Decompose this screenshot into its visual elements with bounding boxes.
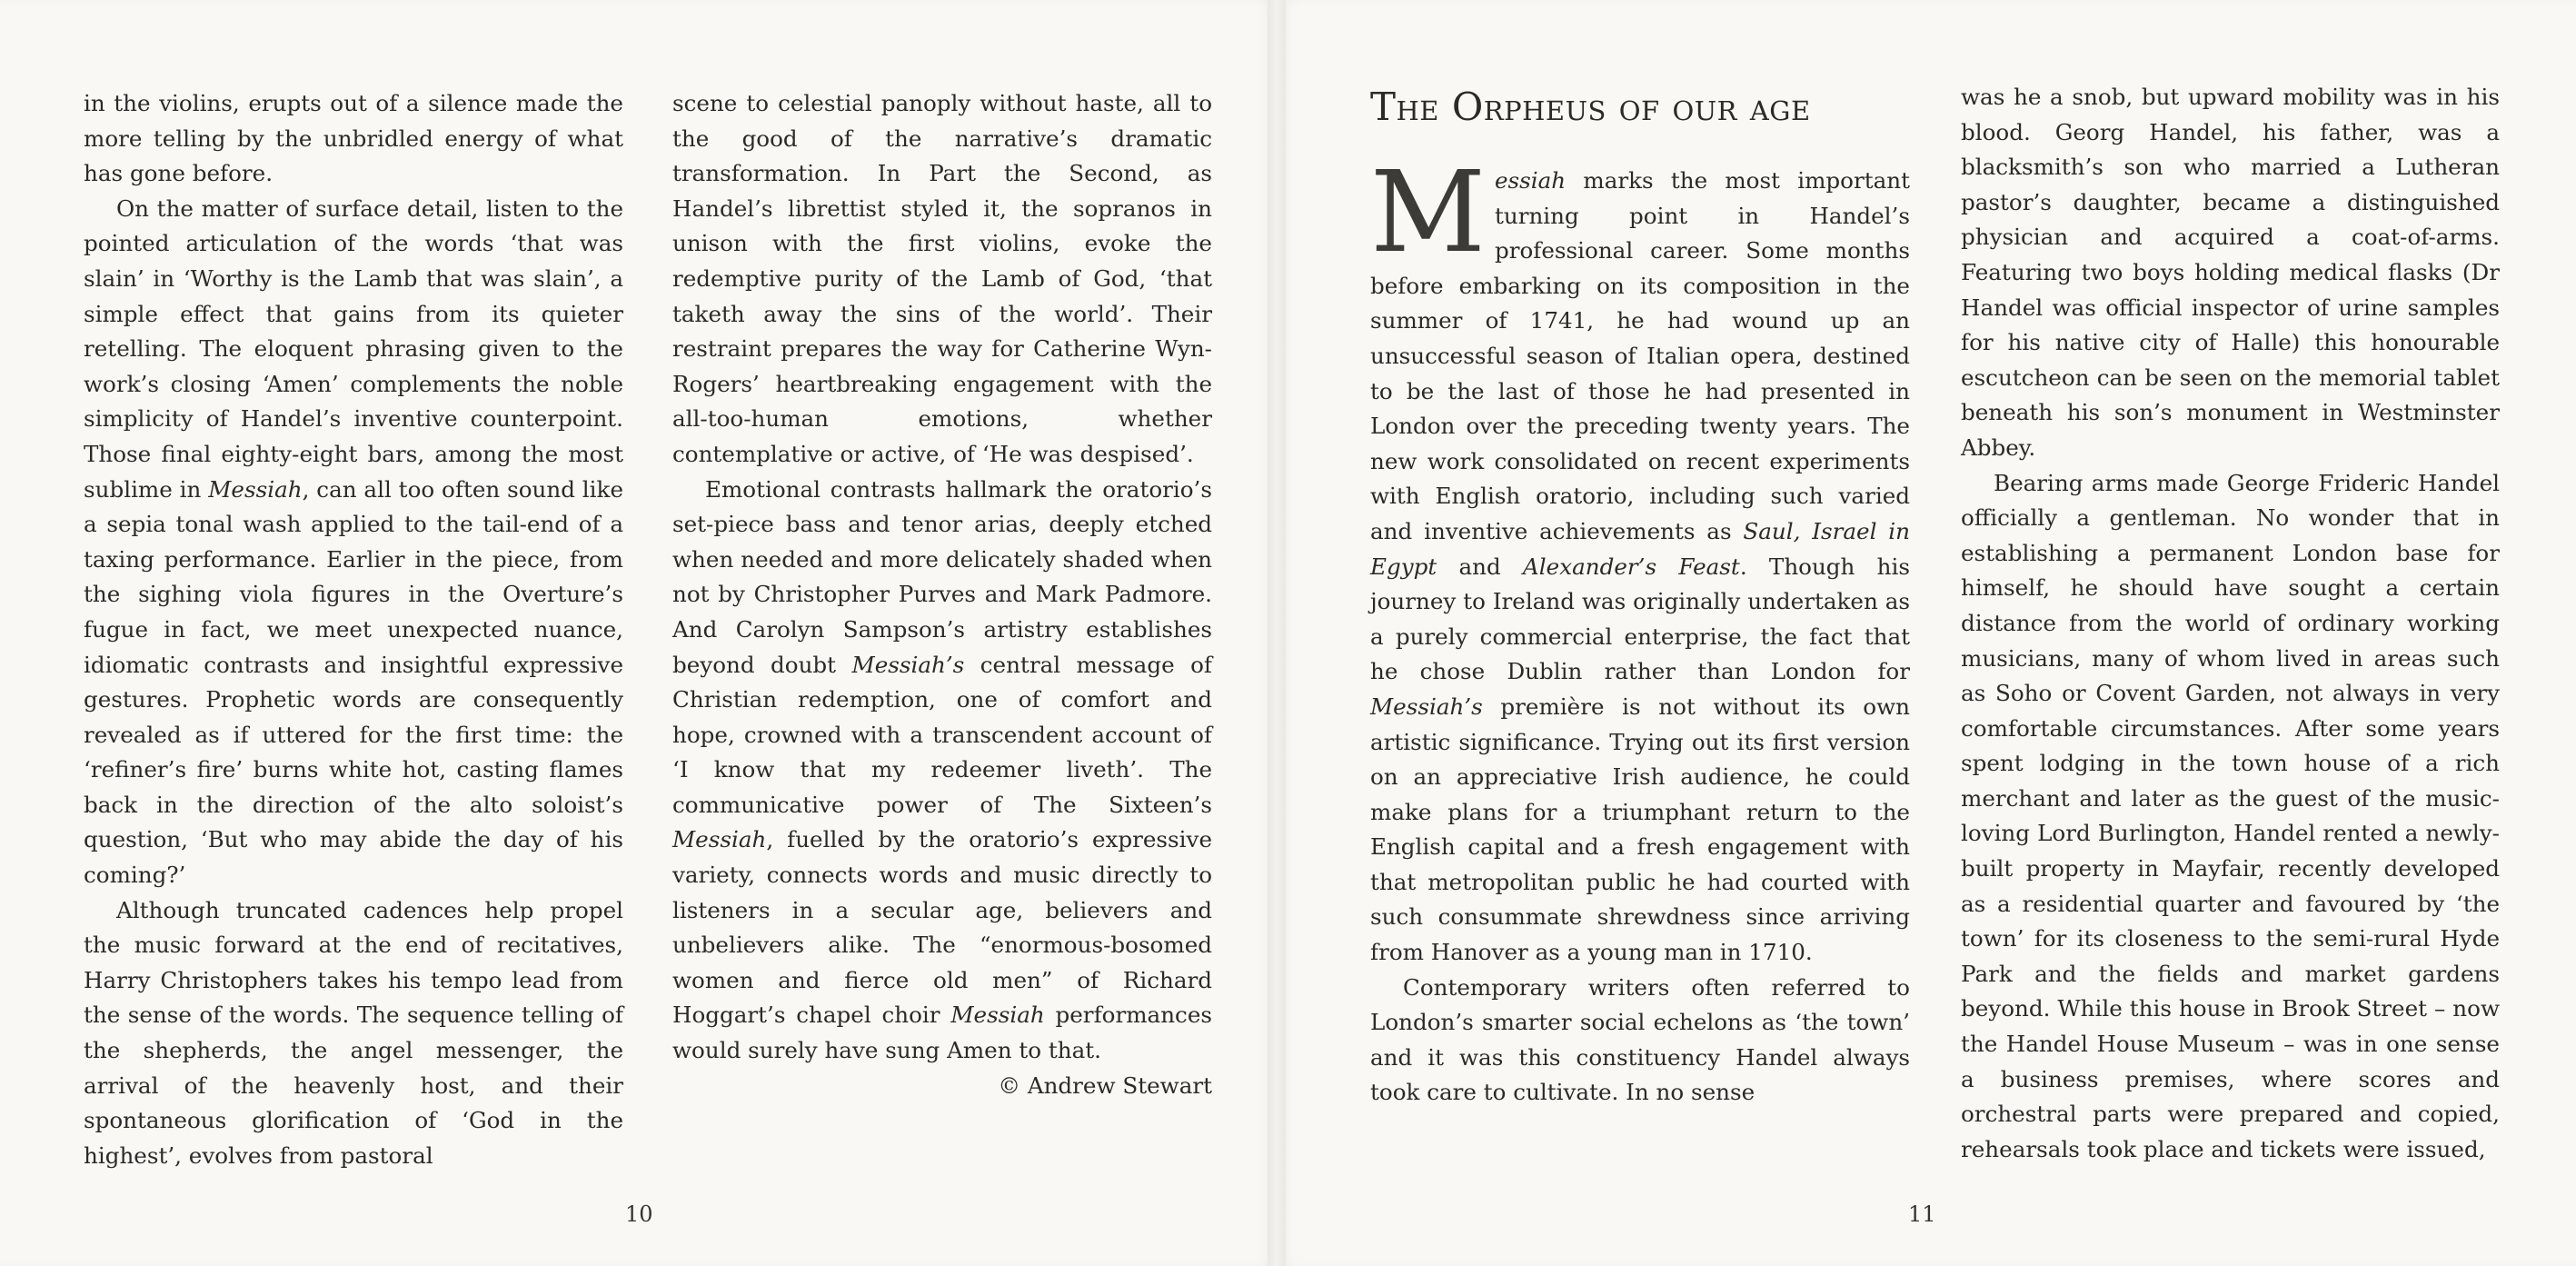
- italic-title: Alexander’s Feast: [1523, 553, 1740, 580]
- text-run: On the matter of surface detail, listen to the pointed articulation of the words ‘that was slain’ in ‘Worthy is the Lamb that was slain’, a simple effect that gains from its quieter retelling. The eloquent phrasing given to the work’s closing ‘Amen’ complements the noble simplicity of Handel’s inventive counterpoint. Those final eighty-eight bars, among the most sublime in: [84, 194, 623, 503]
- paragraph: [672, 473, 1212, 1069]
- italic-title: Messiah: [950, 1002, 1045, 1029]
- paragraph: [84, 192, 623, 893]
- paragraph: Contemporary writers often referred to London’s smarter social echelons as ‘the town’ and it was this constituency Handel always took care to cultivate. In no sense: [1370, 973, 1910, 1106]
- paragraph: scene to celestial panoply without haste, all to the good of the narrative’s dramatic transformation. In Part the Second, as Handel’s librettist styled it, the sopranos in unison with the first violins, evoke the redemptive purity of the Lamb of God, ‘that taketh away the sins of the world’. Their restraint prepares the way for Catherine Wyn-Rogers’ heartbreaking engagement with the all-too-human emotions, whether contemplative or active, of ‘He was despised’.: [672, 90, 1212, 467]
- italic-title: Messiah: [672, 826, 767, 853]
- right-page-column-1: [1370, 147, 1910, 1111]
- text-run: . Though his journey to Ireland was originally undertaken as a purely commercial enterprise, the fact that he chose Dublin rather than London for: [1370, 553, 1910, 685]
- left-page-column-2: [672, 86, 1212, 1103]
- paragraph: [1370, 147, 1910, 971]
- italic-title: Messiah’s: [1370, 693, 1483, 720]
- right-page-column-2: [1961, 80, 2500, 1167]
- text-run: central message of Christian redemption, one of comfort and hope, crowned with a transcendent account of ‘I know that my redeemer liveth’. The communicative power of The Sixteen’s: [672, 651, 1213, 818]
- paragraph: was he a snob, but upward mobility was in his blood. Georg Handel, his father, was a blacksmith’s son who married a Lutheran pastor’s daughter, became a distinguished physician and acquired a coat-of-arms. Featuring two boys holding medical flasks (Dr Handel was official inspector of urine samples for his native city of Halle) this honourable escutcheon can be seen on the memorial tablet beneath his son’s monument in Westminster Abbey.: [1961, 84, 2500, 461]
- article-heading: The Orpheus of our age: [1370, 85, 1811, 129]
- paragraph: Bearing arms made George Frideric Handel officially a gentleman. No wonder that in establishing a permanent London base for himself, he should have sought a certain distance from the world of ordinary working musicians, many of whom lived in areas such as Soho or Covent Garden, not always in very comfortable circumstances. After some years spent lodging in the town house of a rich merchant and later as the guest of the music-loving Lord Burlington, Handel rented a newly-built property in Mayfair, recently developed as a residential quarter and favoured by ‘the town’ for its closeness to the semi-rural Hyde Park and the fields and market gardens beyond. While this house in Brook Street – now the Handel House Museum – was in one sense a business premises, where scores and orchestral parts were prepared and copied, rehearsals took place and tickets were issued,: [1961, 469, 2500, 1162]
- text-run: marks the most important turning point in Handel’s professional career. Some months before embarking on its composition in the summer of 1741, he had wound up an unsuccessful season of Italian opera, destined to be the last of those he had presented in London over the preceding twenty years. The new work consolidated on recent experiments with English oratorio, including such varied and inventive achievements as: [1370, 167, 1910, 544]
- italic-title: essiah: [1494, 167, 1566, 194]
- text-run: première is not without its own artistic significance. Trying out its first version on an appreciative Irish audience, he could make plans for a triumphant return to the English capital and a fresh engagement with that metropolitan public he had courted with such consummate shrewdness since arriving from Hanover as a young man in 1710.: [1370, 693, 1910, 966]
- page-number-right: 11: [1908, 1201, 1936, 1227]
- italic-title: Messiah’s: [851, 651, 965, 678]
- italic-title: Messiah: [208, 475, 303, 503]
- left-page-column-1: [84, 86, 623, 1173]
- author-credit: © Andrew Stewart: [998, 1072, 1212, 1099]
- drop-cap: M: [1370, 147, 1486, 278]
- text-run: Emotional contrasts hallmark the oratorio’s set-piece bass and tenor arias, deeply etched when needed and more delicately shaded when not by Christopher Purves and Mark Padmore. And Carolyn Sampson’s artistry establishes beyond doubt: [672, 475, 1212, 678]
- paragraph: Although truncated cadences help propel the music forward at the end of recitatives, Harry Christophers takes his tempo lead from the sense of the words. The sequence telling of the shepherds, the angel messenger, the arrival of the heavenly host, and their spontaneous glorification of ‘God in the highest’, evolves from pastoral: [84, 896, 623, 1169]
- page-number-left: 10: [625, 1201, 653, 1227]
- italic-title: Saul, Israel in Egypt: [1370, 517, 1910, 580]
- text-run: performances would surely have sung Amen to that.: [672, 1002, 1213, 1064]
- paragraph: in the violins, erupts out of a silence made the more telling by the unbridled energy of what has gone before.: [84, 90, 623, 187]
- text-run: and: [1437, 553, 1524, 580]
- text-run: , fuelled by the oratorio’s expressive variety, connects words and music directly to listeners in a secular age, believers and unbelievers alike. The “enormous-bosomed women and fierce old men” of Richard Hoggart’s chapel choir: [672, 826, 1212, 1029]
- text-run: , can all too often sound like a sepia tonal wash applied to the tail-end of a taxing performance. Earlier in the piece, from the sighing viola figures in the Overture’s fugue in fact, we meet unexpected nuance, idiomatic contrasts and insightful expressive gestures. Prophetic words are consequently revealed as if uttered for the first time: the ‘refiner’s fire’ burns white hot, casting flames back in the direction of the alto soloist’s question, ‘But who may abide the day of his coming?’: [84, 475, 623, 889]
- page-gutter: [1268, 0, 1286, 1266]
